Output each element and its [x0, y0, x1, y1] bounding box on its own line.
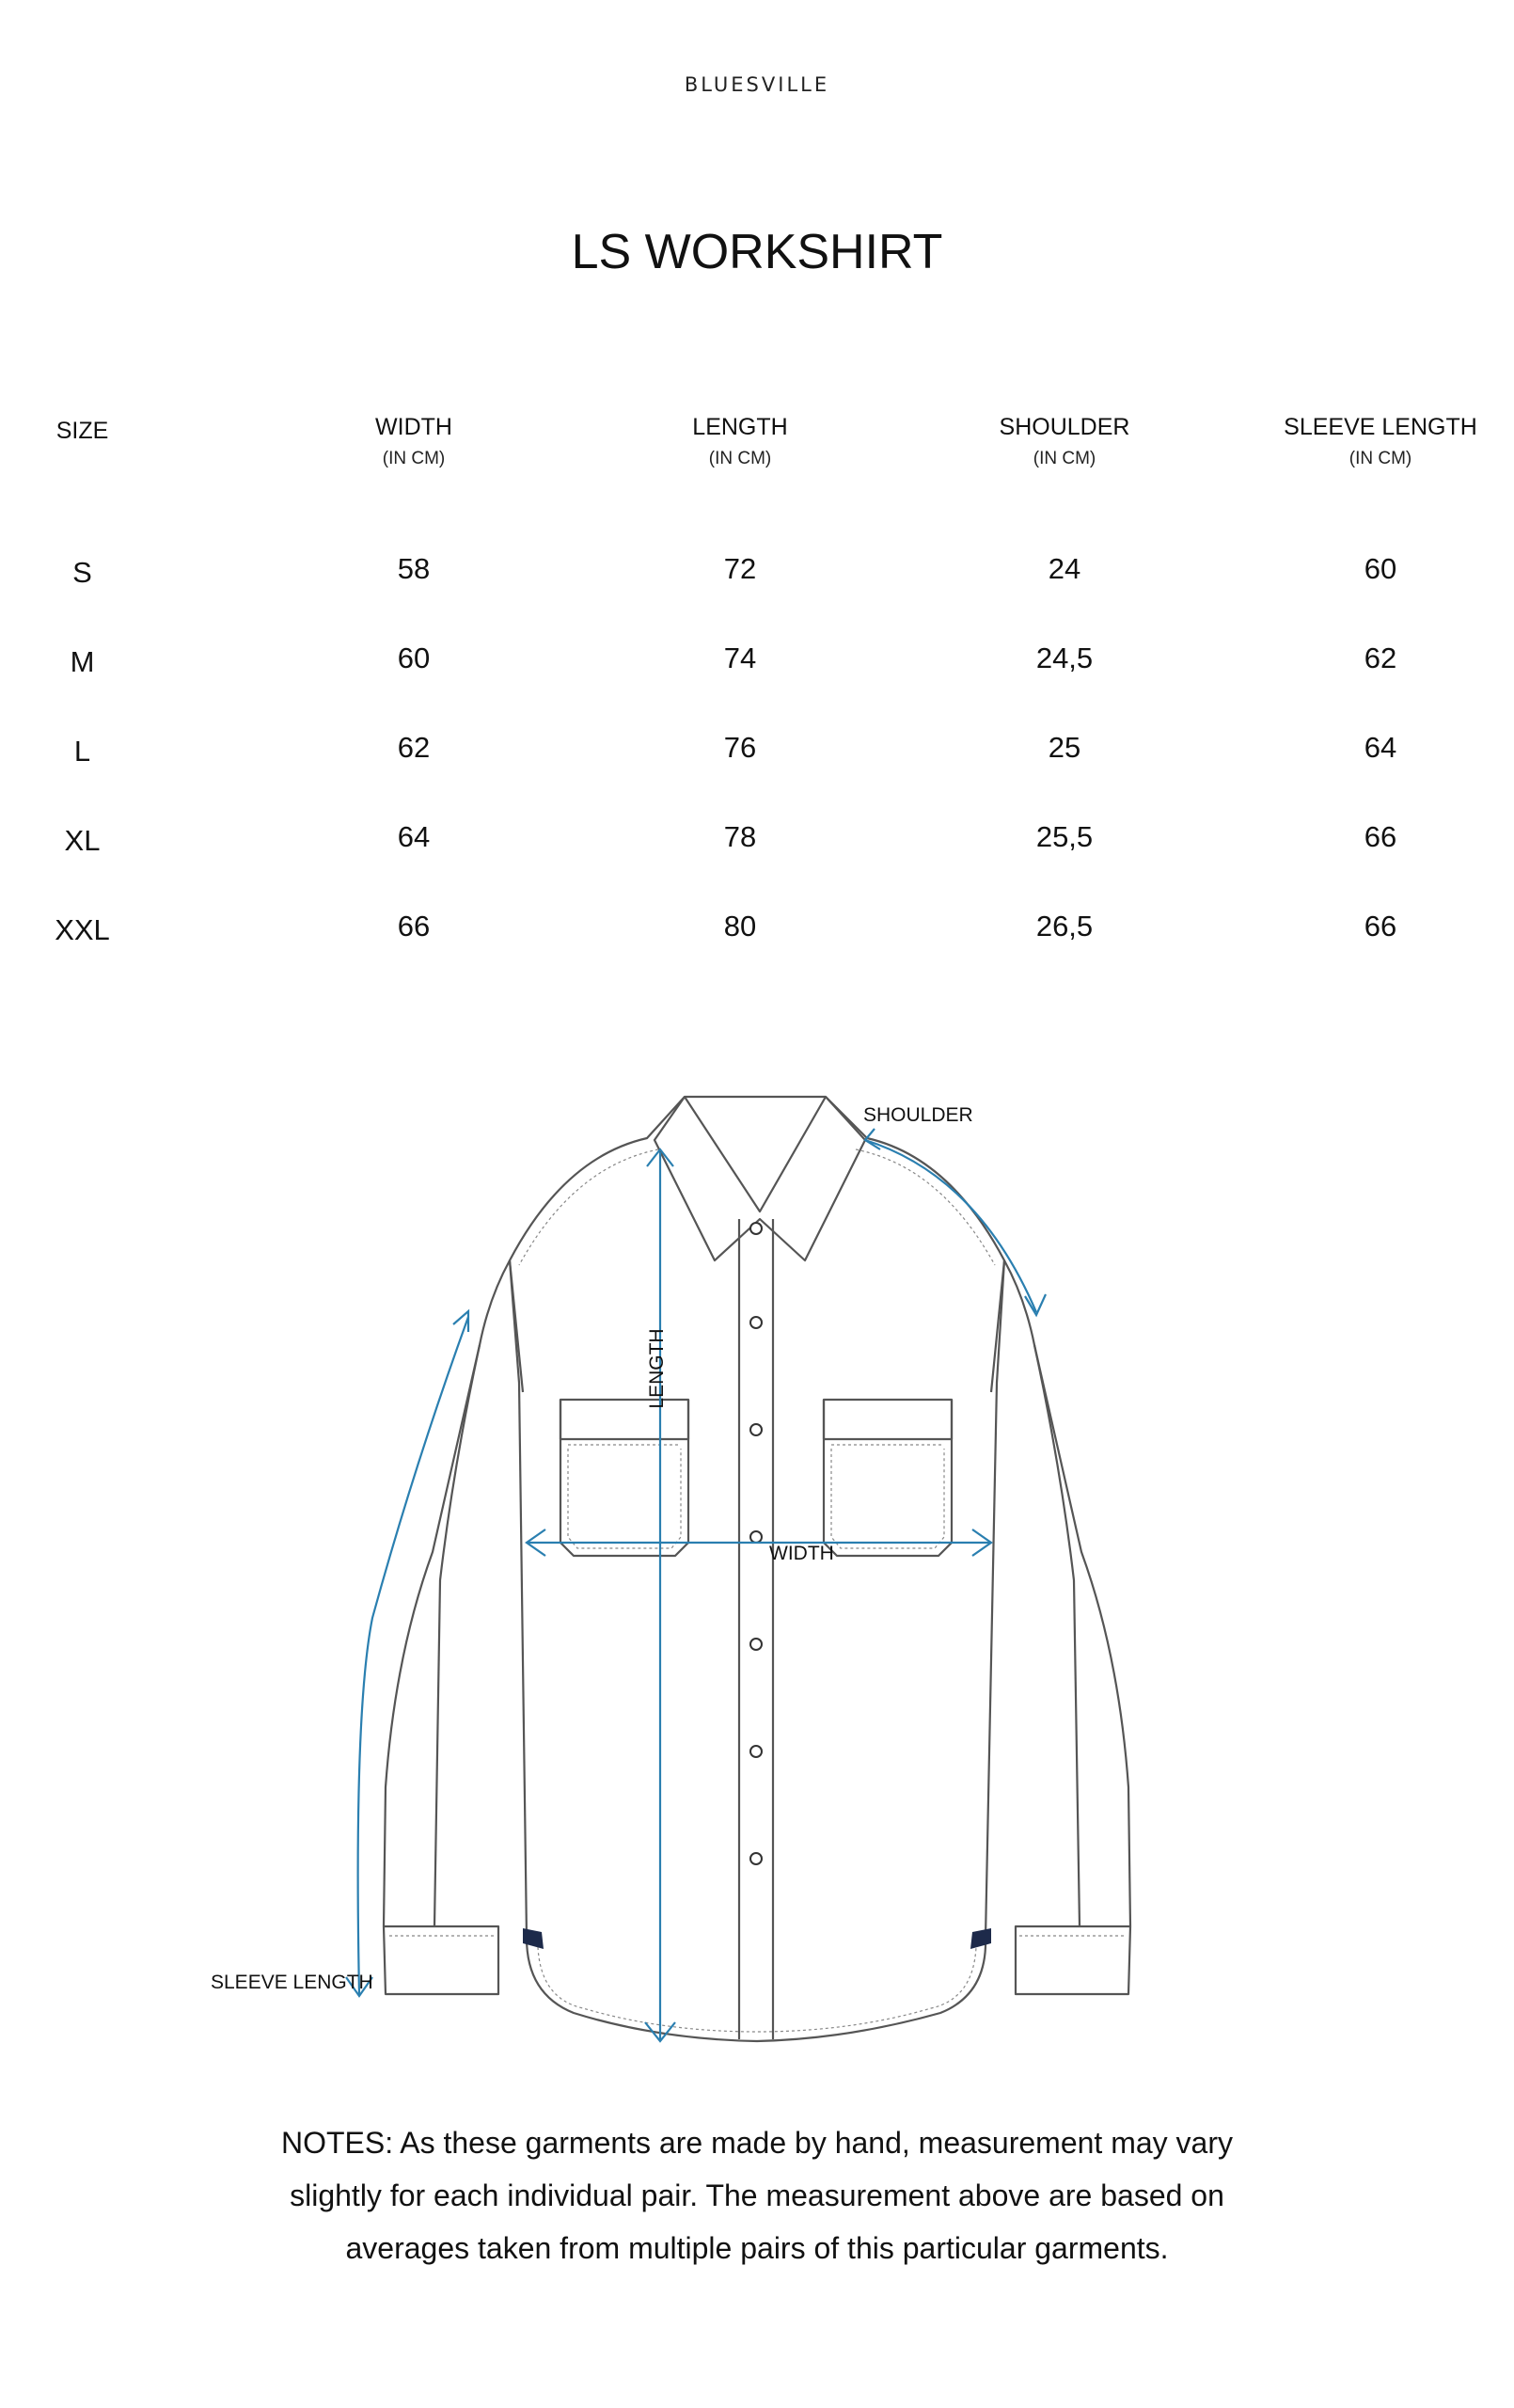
cell-shoulder: 25,5	[1035, 820, 1094, 853]
cell-length: 74	[723, 642, 757, 674]
shirt-outline	[384, 1097, 1130, 2041]
button	[750, 1317, 762, 1328]
cell-width: 58	[397, 552, 431, 585]
cell-size: XL	[64, 824, 101, 857]
collar	[654, 1097, 865, 1260]
notes-line: slightly for each individual pair. The measurement above are based on	[290, 2178, 1224, 2212]
right-gusset	[970, 1928, 991, 1949]
sleeve-line	[358, 1317, 468, 1994]
right-pocket	[824, 1400, 952, 1556]
seam-left	[510, 1260, 523, 1392]
cell-size: L	[73, 735, 91, 768]
notes-line: NOTES: As these garments are made by hand, measurement may vary	[281, 2126, 1233, 2160]
header-shoulder: SHOULDER (IN CM)	[999, 414, 1130, 468]
gusset-accents	[523, 1928, 991, 1949]
button	[750, 1223, 762, 1234]
cell-size: S	[72, 556, 92, 589]
button	[750, 1531, 762, 1543]
cell-sleeve-length: 66	[1364, 910, 1397, 943]
cell-shoulder: 25	[1048, 731, 1081, 764]
placket	[739, 1219, 773, 2039]
right-pocket-flap	[824, 1400, 952, 1439]
button	[750, 1424, 762, 1435]
left-sleeve-inner	[434, 1345, 480, 1926]
notes-line: averages taken from multiple pairs of this particular garments.	[345, 2231, 1169, 2265]
cell-shoulder: 24,5	[1035, 642, 1094, 674]
cell-width: 62	[397, 731, 431, 764]
label-sleeve-length: SLEEVE LENGTH	[211, 1972, 373, 1993]
cell-size: XXL	[55, 913, 110, 946]
table-row	[0, 552, 1514, 599]
shirt-diagram	[0, 1072, 1514, 2060]
shoulder-arrow-end	[1025, 1294, 1046, 1315]
notes	[240, 2116, 1274, 2274]
button	[750, 1746, 762, 1757]
button	[750, 1853, 762, 1864]
cell-sleeve-length: 66	[1364, 820, 1397, 853]
collar-band	[685, 1097, 826, 1212]
label-shoulder: SHOULDER	[863, 1104, 973, 1126]
cell-length: 76	[723, 731, 757, 764]
label-length: LENGTH	[646, 1328, 668, 1409]
shirt-body	[510, 1097, 1004, 2041]
label-width: WIDTH	[769, 1543, 834, 1564]
header-length: LENGTH (IN CM)	[692, 414, 788, 468]
header-width: WIDTH (IN CM)	[375, 414, 452, 468]
table-row	[0, 731, 1514, 778]
left-pocket	[560, 1400, 688, 1556]
brand-logo: BLUESVILLE	[684, 73, 830, 96]
table-row	[0, 820, 1514, 867]
left-sleeve	[384, 1260, 510, 1994]
cell-width: 66	[397, 910, 431, 943]
header-sleeve-length: SLEEVE LENGTH (IN CM)	[1284, 414, 1477, 468]
cell-size: M	[70, 645, 95, 678]
table-row	[0, 910, 1514, 957]
cell-shoulder: 24	[1048, 552, 1081, 585]
cell-length: 80	[723, 910, 757, 943]
right-sleeve-inner	[1034, 1345, 1080, 1926]
button	[750, 1639, 762, 1650]
right-sleeve	[1004, 1260, 1130, 1994]
cell-width: 60	[397, 642, 431, 674]
cell-shoulder: 26,5	[1035, 910, 1094, 943]
header-size: SIZE	[55, 418, 109, 444]
page-title: LS WORKSHIRT	[571, 225, 943, 279]
cell-length: 72	[723, 552, 757, 585]
table-row	[0, 642, 1514, 689]
cell-sleeve-length: 64	[1364, 731, 1397, 764]
cell-sleeve-length: 62	[1364, 642, 1397, 674]
shoulder-line	[865, 1140, 1036, 1312]
measure-lines	[346, 1129, 1046, 2041]
cell-length: 78	[723, 820, 757, 853]
cell-sleeve-length: 60	[1364, 552, 1397, 585]
cell-width: 64	[397, 820, 431, 853]
